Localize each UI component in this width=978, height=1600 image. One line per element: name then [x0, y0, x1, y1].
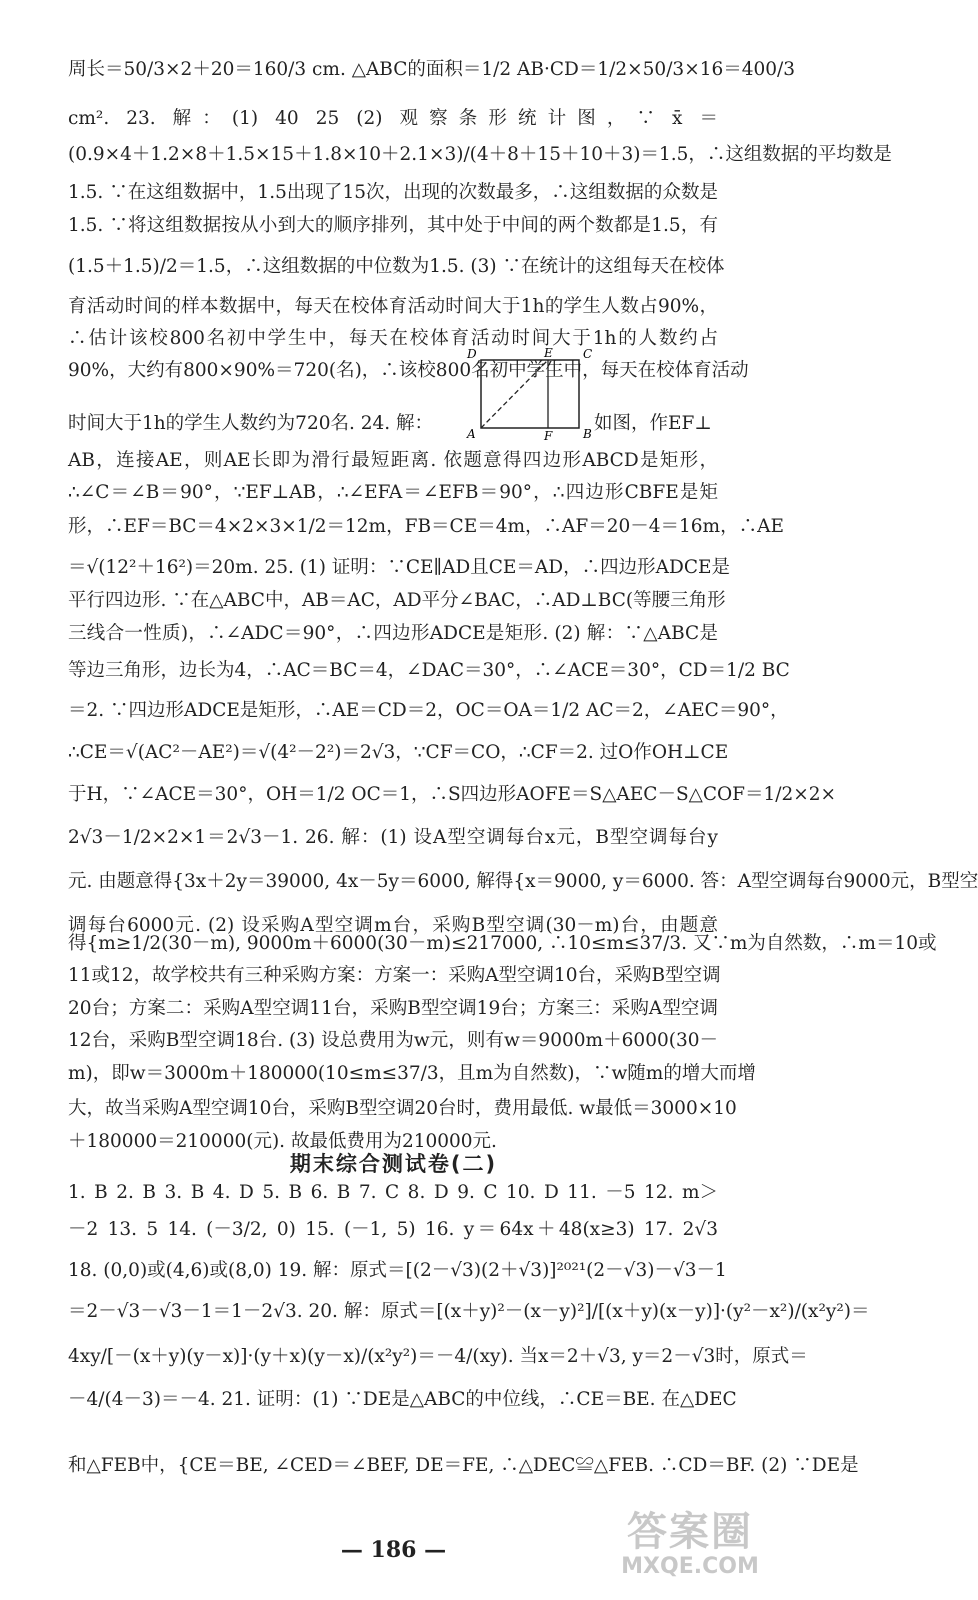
text-line: 三线合一性质)，∴∠ADC＝90°，∴四边形ADCE是矩形. (2) 解：∵△ABC是 — [68, 623, 718, 644]
text-line: 大，故当采购A型空调10台，采购B型空调20台时，费用最低. w最低＝3000×10 — [68, 1098, 737, 1119]
text-line: 育活动时间的样本数据中，每天在校体育活动时间大于1h的学生人数占90%， — [68, 296, 718, 317]
label-c: C — [583, 347, 593, 361]
text-line: 得{m≥1/2(30－m), 9000m＋6000(30－m)≤217000, ∴10≤m≤37/3. 又∵m为自然数，∴m＝10或 — [68, 933, 937, 954]
watermark-logo — [600, 1510, 780, 1590]
text-line: 调每台6000元. (2) 设采购A型空调m台，采购B型空调(30－m)台，由题意 — [68, 915, 718, 936]
text-line: 时间大于1h的学生人数约为720名. 24. 解： — [68, 413, 434, 434]
text-line: 12台，采购B型空调18台. (3) 设总费用为w元，则有w＝9000m＋6000(30－ — [68, 1030, 718, 1051]
section-heading: 期末综合测试卷(二) — [289, 1152, 498, 1176]
text-line: ＋180000＝210000(元). 故最低费用为210000元. — [68, 1131, 497, 1152]
text-line: ∴估计该校800名初中学生中，每天在校体育活动时间大于1h的人数约占 — [68, 328, 718, 349]
text-line: cm². 23. 解：(1) 40 25 (2) 观察条形统计图，∵ x̄ ＝ — [68, 108, 718, 129]
text-line: ∴CE＝√(AC²－AE²)＝√(4²－2²)＝2√3，∵CF＝CO，∴CF＝2. 过O作OH⊥CE — [68, 742, 729, 763]
text-line: 18. (0,0)或(4,6)或(8,0) 19. 解：原式＝[(2－√3)(2＋√3)]²⁰²¹(2－√3)－√3－1 — [68, 1260, 727, 1281]
text-line: 如图，作EF⊥ — [594, 413, 712, 434]
label-e: E — [544, 346, 553, 360]
text-line: 周长＝50/3×2＋20＝160/3 cm. △ABC的面积＝1/2 AB·CD＝1/2×50/3×16＝400/3 — [68, 59, 796, 80]
text-line: 4xy/[－(x＋y)(y－x)]·(y＋x)(y－x)/(x²y²)＝－4/(xy). 当x＝2＋√3, y＝2－√3时，原式＝ — [68, 1346, 808, 1367]
label-f: F — [544, 429, 553, 443]
text-line: 等边三角形，边长为4，∴AC＝BC＝4，∠DAC＝30°，∴∠ACE＝30°，CD＝1/2 BC — [68, 660, 790, 681]
watermark-url: MXQE.COM — [621, 1554, 759, 1579]
text-line: (0.9×4＋1.2×8＋1.5×15＋1.8×10＋2.1×3)/(4＋8＋15＋10＋3)＝1.5，∴这组数据的平均数是 — [68, 144, 892, 165]
text-line: 元. 由题意得{3x＋2y＝39000, 4x－5y＝6000, 解得{x＝9000, y＝6000. 答：A型空调每台9000元，B型空 — [68, 871, 978, 892]
text-line: －4/(4－3)＝－4. 21. 证明：(1) ∵DE是△ABC的中位线，∴CE＝BE. 在△DEC — [68, 1389, 737, 1410]
label-b: B — [583, 427, 592, 441]
text-line: ∴∠C＝∠B＝90°，∵EF⊥AB，∴∠EFA＝∠EFB＝90°，∴四边形CBFE是矩 — [68, 482, 718, 503]
text-line: 2√3－1/2×2×1＝2√3－1. 26. 解：(1) 设A型空调每台x元，B型空调每台y — [68, 827, 718, 848]
text-line: (1.5＋1.5)/2＝1.5，∴这组数据的中位数为1.5. (3) ∵在统计的这组每天在校体 — [68, 256, 725, 277]
text-line: 90%，大约有800×90%＝720(名)，∴该校800名初中学生中，每天在校体育活动 — [68, 360, 749, 381]
segment-ae — [481, 360, 548, 428]
text-line: 1. B 2. B 3. B 4. D 5. B 6. B 7. C 8. D 9. C 10. D 11. －5 12. m＞ — [68, 1182, 718, 1203]
text-line: 于H，∵∠ACE＝30°，OH＝1/2 OC＝1，∴S四边形AOFE＝S△AEC－S△COF＝1/2×2× — [68, 784, 837, 805]
rectangle-abcd — [481, 360, 579, 428]
text-line: ＝2. ∵四边形ADCE是矩形，∴AE＝CD＝2，OC＝OA＝1/2 AC＝2，∠AEC＝90°， — [68, 700, 789, 721]
label-d: D — [467, 347, 477, 361]
text-line: 1.5. ∵在这组数据中，1.5出现了15次，出现的次数最多，∴这组数据的众数是 — [68, 182, 718, 203]
label-a: A — [467, 427, 476, 441]
text-line: －2 13. 5 14. (－3/2, 0) 15. (－1, 5) 16. y＝64x＋48(x≥3) 17. 2√3 — [68, 1219, 718, 1240]
text-line: 11或12，故学校共有三种采购方案：方案一：采购A型空调10台，采购B型空调 — [68, 965, 721, 986]
page-number: — 186 — — [340, 1537, 447, 1563]
watermark-title: 答案圈 — [627, 1509, 753, 1555]
rectangle-figure — [463, 348, 595, 444]
text-line: 20台；方案二：采购A型空调11台，采购B型空调19台；方案三：采购A型空调 — [68, 998, 718, 1019]
text-line: 1.5. ∵将这组数据按从小到大的顺序排列，其中处于中间的两个数都是1.5，有 — [68, 215, 718, 236]
text-line: AB，连接AE，则AE长即为滑行最短距离. 依题意得四边形ABCD是矩形， — [68, 450, 718, 471]
rectangle-abcd-diagram — [463, 346, 595, 443]
text-line: 形，∴EF＝BC＝4×2×3×1/2＝12m，FB＝CE＝4m，∴AF＝20－4＝16m，∴AE — [68, 516, 784, 537]
text-line: 和△FEB中，{CE＝BE, ∠CED＝∠BEF, DE＝FE, ∴△DEC≌△FEB. ∴CD＝BF. (2) ∵DE是 — [68, 1455, 859, 1476]
text-line: ＝√(12²＋16²)＝20m. 25. (1) 证明：∵CE∥AD且CE＝AD，∴四边形ADCE是 — [68, 557, 730, 578]
text-line: m)，即w＝3000m＋180000(10≤m≤37/3，且m为自然数)，∵w随m的增大而增 — [68, 1063, 756, 1084]
text-line: ＝2－√3－√3－1＝1－2√3. 20. 解：原式＝[(x＋y)²－(x－y)²]/[(x＋y)(x－y)]·(y²－x²)/(x²y²)＝ — [68, 1301, 870, 1322]
text-line: 平行四边形. ∵在△ABC中，AB＝AC，AD平分∠BAC，∴AD⊥BC(等腰三角形 — [68, 590, 726, 611]
